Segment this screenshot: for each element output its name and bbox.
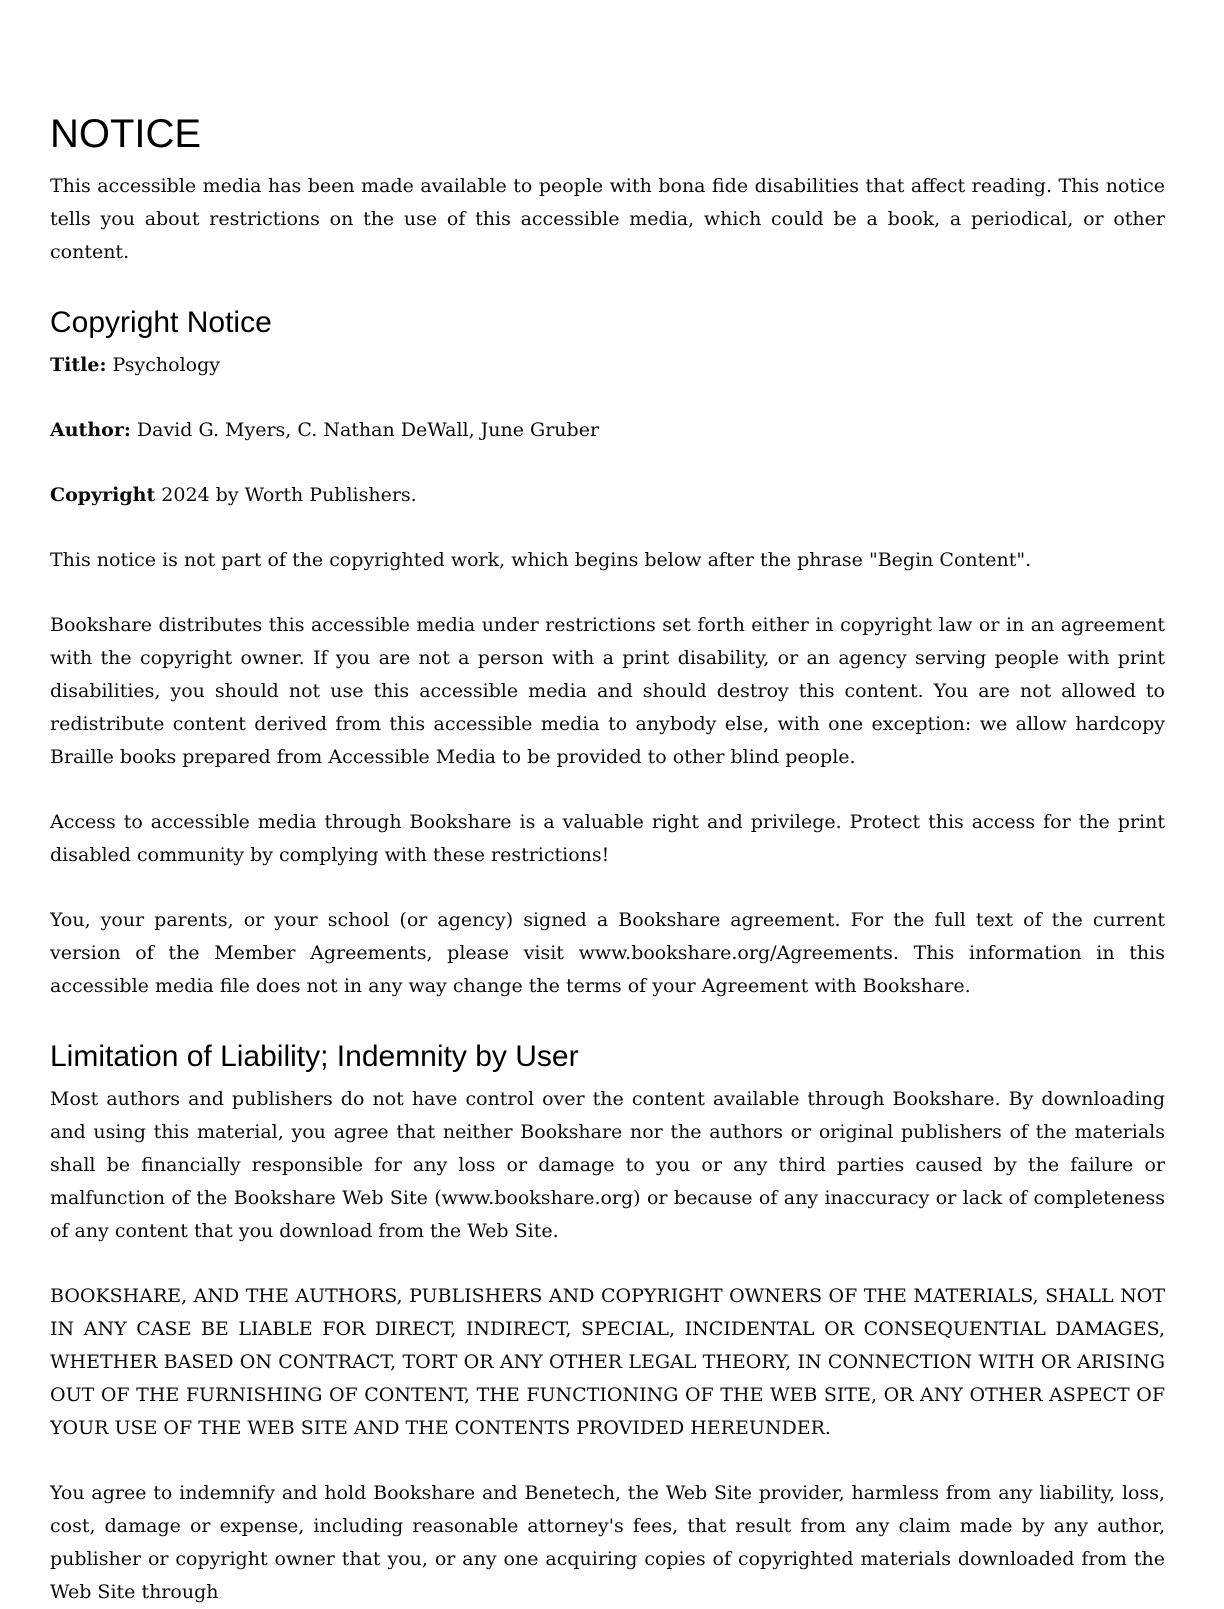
intro-paragraph: This accessible media has been made available to people with bona fide disabilities that affect reading. This notice tells you about restrictions on the use of this accessible media, which could be a book, a periodical, or other content. xyxy=(50,175,1165,263)
member-agreement-paragraph: You, your parents, or your school (or agency) signed a Bookshare agreement. For the full text of the current version of the Member Agreements, please visit www.bookshare.org/Agreements. This information in this accessible media file does not in any way change the terms of your Agreement with Bookshare. xyxy=(50,909,1165,997)
notice-heading: NOTICE xyxy=(50,112,202,156)
distribution-restrictions-paragraph: Bookshare distributes this accessible media under restrictions set forth either in copyright law or in an agreement with the copyright owner. If you are not a person with a print disability, or an agency serving people with print disabilities, you should not use this accessible media and should destroy this content. You are not allowed to redistribute content derived from this accessible media to anybody else, with one exception: we allow hardcopy Braille books prepared from Accessible Media to be provided to other blind people. xyxy=(50,614,1165,768)
title-value: Psychology xyxy=(112,354,220,376)
title-label: Title: xyxy=(50,354,107,376)
copyright-label: Copyright xyxy=(50,484,156,506)
indemnity-paragraph: You agree to indemnify and hold Bookshare and Benetech, the Web Site provider, harmless from any liability, loss, cost, damage or expense, including reasonable attorney's fees, that result from any claim made by any author, publisher or copyright owner that you, or any one acquiring copies of copyrighted materials downloaded from the Web Site through xyxy=(50,1482,1165,1603)
liability-heading: Limitation of Liability; Indemnity by User xyxy=(50,1040,579,1073)
liability-disclaimer-paragraph: BOOKSHARE, AND THE AUTHORS, PUBLISHERS AND COPYRIGHT OWNERS OF THE MATERIALS, SHALL NOT IN ANY CASE BE LIABLE FOR DIRECT, INDIRECT, SPECIAL, INCIDENTAL OR CONSEQUENTIAL DAMAGES, WHETHER BASED ON CONTRACT, TORT OR ANY OTHER LEGAL THEORY, IN CONNECTION WITH OR ARISING OUT OF THE FURNISHING OF CONTENT, THE FUNCTIONING OF THE WEB SITE, OR ANY OTHER ASPECT OF YOUR USE OF THE WEB SITE AND THE CONTENTS PROVIDED HEREUNDER. xyxy=(50,1285,1165,1439)
author-line xyxy=(50,414,1165,447)
copyright-value: 2024 by Worth Publishers. xyxy=(161,484,417,506)
copyright-notice-heading: Copyright Notice xyxy=(50,306,272,339)
copyright-line xyxy=(50,479,1165,512)
liability-intro-paragraph: Most authors and publishers do not have control over the content available through Bookshare. By downloading and using this material, you agree that neither Bookshare nor the authors or original publishers of the materials shall be financially responsible for any loss or damage to you or any third parties caused by the failure or malfunction of the Bookshare Web Site (www.bookshare.org) or because of any inaccuracy or lack of completeness of any content that you download from the Web Site. xyxy=(50,1088,1165,1242)
author-value: David G. Myers, C. Nathan DeWall, June Gruber xyxy=(136,419,600,441)
author-label: Author: xyxy=(50,419,131,441)
access-privilege-paragraph: Access to accessible media through Bookshare is a valuable right and privilege. Protect this access for the print disabled community by complying with these restrictions! xyxy=(50,811,1165,866)
title-line xyxy=(50,349,1165,382)
begin-content-paragraph: This notice is not part of the copyrighted work, which begins below after the phrase "Begin Content". xyxy=(50,549,1032,571)
